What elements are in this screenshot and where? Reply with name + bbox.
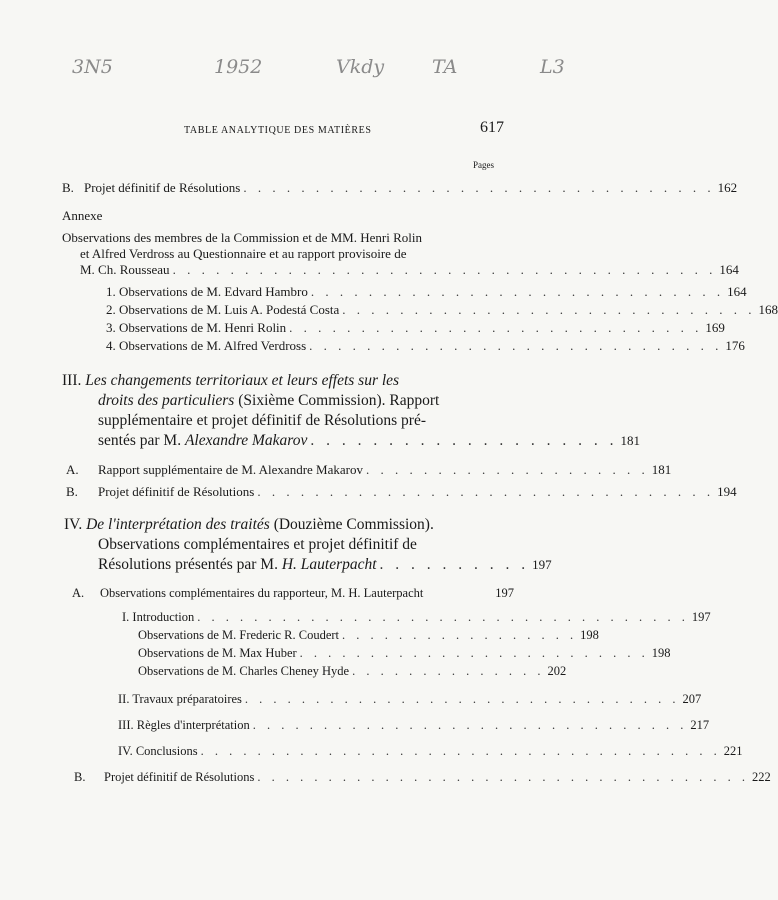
presenter-prefix: sentés par M. [98,432,185,449]
entry-label: A. [66,462,79,477]
entry-page: 217 [690,718,710,732]
annexe-intro-line-1: Observations des membres de la Commission et de MM. Henri Rolin [62,230,422,245]
dot-leader: . . . . . . . . . . . . . . . . . . . . . . . . . . . . . . . . . . . . . [200,744,721,758]
entry-label: B. [74,770,86,784]
entry-page: 197 [495,586,514,600]
section-iv-regles [118,718,710,733]
entry-text: I. Introduction [122,610,195,624]
entry-text: Observations de M. Frederic R. Coudert [138,628,340,642]
dot-leader: . . . . . . . . . . . . . . . . . . . . . . . . . [299,646,649,660]
entry-text: 2. Observations de M. Luis A. Podestá Costa [106,302,340,317]
handwritten-note-4: TA [432,56,458,78]
entry-page: 198 [580,628,599,642]
entry-page: 181 [651,462,672,477]
section-title-rest: (Douzième Commission). [269,516,434,533]
section-iii-line-3: supplémentaire et projet définitif de Résolutions pré- [98,412,426,429]
dot-leader: . . . . . . . . . . . . . . . . . . . . . . . . . . . . . . . . [257,484,715,499]
entry-text: IV. Conclusions [118,744,198,758]
entry-text: Observations complémentaires du rapporteur, M. H. Lauterpacht [100,586,424,600]
entry-page: 176 [725,338,745,353]
section-iv-conclusions [118,744,743,759]
section-iv-introduction [122,610,711,625]
presenter-name: H. Lauterpacht [281,556,377,573]
entry-text: Projet définitif de Résolutions [104,770,255,784]
handwritten-note-3: Vkdy [336,56,385,78]
entry-page: 197 [691,610,711,624]
presenter-name: Alexandre Makarov [184,432,308,449]
section-iv-line-3 [98,556,552,574]
entry-page: 207 [682,692,702,706]
dot-leader: . . . . . . . . . . . . . . . . . . . . . . . . . . . . . . . [252,718,688,732]
presenter-prefix: Résolutions présentés par M. [98,556,282,573]
annexe-item-3 [106,320,725,336]
dot-leader: . . . . . . . . . . . . . . . . . . . . . . . . . . . . . [309,338,723,353]
entry-text: Observations de M. Charles Cheney Hyde [138,664,350,678]
dot-leader: . . . . . . . . . . . . . . . . . . . . . . . . . . . . . . . [244,692,680,706]
section-numeral: III. [62,372,82,389]
dot-leader: . . . . . . . . . . . . . . . . . . . . . . . . . . . . . . . . . . . [257,770,749,784]
dot-leader: . . . . . . . . . . . . . . . . . [342,628,578,642]
observation-hyde [138,664,567,679]
dot-leader: . . . . . . . . . . . . . . . . . . . . [310,432,618,449]
handwritten-note-2: 1952 [214,56,263,78]
section-iv-entry-b [74,770,771,785]
section-iii-line-4 [98,432,640,450]
dot-leader: . . . . . . . . . . . . . . . . . . . . . . . . . . . . . [310,284,725,299]
entry-page: 169 [705,320,725,335]
pages-column-label: Pages [473,160,494,170]
observation-coudert [138,628,599,643]
entry-page: 181 [620,433,640,448]
entry-label: A. [72,586,85,600]
handwritten-note-1: 3N5 [72,56,113,78]
section-iii-entry-b [66,484,737,500]
dot-leader: . . . . . . . . . . . . . . . . . . . . [365,462,649,477]
entry-text: 3. Observations de M. Henri Rolin [106,320,287,335]
running-title: TABLE ANALYTIQUE DES MATIÈRES [184,125,372,136]
entry-text: M. Ch. Rousseau [80,262,170,277]
section-title-rest: (Sixième Commission). Rapport [234,392,440,409]
page-number: 617 [480,119,504,136]
section-iv-line-1 [64,516,434,534]
entry-text: Projet définitif de Résolutions [98,484,255,499]
dot-leader: . . . . . . . . . . . . . . . . . . . . . . . . . . . . . . . . . . . [197,610,689,624]
section-presenter [98,432,307,450]
entry-page: 221 [723,744,743,758]
annexe-intro-line-2: et Alfred Verdross au Questionnaire et au rapport provisoire de [80,246,407,261]
annexe-heading: Annexe [62,208,103,223]
annexe-item-4 [106,338,745,354]
entry-text: III. Règles d'interprétation [118,718,250,732]
section-title-italic: Les changements territoriaux et leurs effets sur les [85,372,400,389]
entry-text: 1. Observations de M. Edvard Hambro [106,284,308,299]
section-iii-entry-a [66,462,672,478]
dot-leader: . . . . . . . . . . [379,556,530,573]
entry-page: 168 [758,302,778,317]
section-iv-entry-a [72,586,514,601]
entry-page: 194 [717,484,737,499]
handwritten-note-5: L3 [540,56,565,78]
entry-text: II. Travaux préparatoires [118,692,242,706]
section-presenter [98,556,377,574]
toc-entry-b-projet [62,180,738,196]
section-iii-line-1 [62,372,399,390]
entry-page: 198 [651,646,671,660]
dot-leader: . . . . . . . . . . . . . . . . . . . . . . . . . . . . . . . . . . . . . . [172,262,717,277]
section-title-italic: droits des particuliers [98,392,235,409]
observation-huber [138,646,671,661]
entry-text: Rapport supplémentaire de M. Alexandre Makarov [98,462,363,477]
dot-leader: . . . . . . . . . . . . . . [352,664,545,678]
entry-text: 4. Observations de M. Alfred Verdross [106,338,307,353]
section-title-italic: De l'interprétation des traités [86,516,270,533]
annexe-intro-line-3 [80,262,739,278]
annexe-item-1 [106,284,747,300]
entry-page: 202 [547,664,567,678]
entry-page: 164 [727,284,747,299]
entry-text: Observations de M. Max Huber [138,646,297,660]
entry-label: B. [66,484,78,499]
section-iii-line-2 [98,392,439,410]
annexe-item-2 [106,302,778,318]
dot-leader: . . . . . . . . . . . . . . . . . . . . . . . . . . . . . [342,302,756,317]
entry-text: Projet définitif de Résolutions [84,180,241,195]
entry-page: 164 [719,262,739,277]
dot-leader: . . . . . . . . . . . . . . . . . . . . . . . . . . . . . . . . . [243,180,715,195]
entry-label: B. [62,180,74,195]
entry-page: 197 [532,557,552,572]
section-iv-travaux [118,692,702,707]
entry-page: 162 [717,180,738,195]
entry-page: 222 [751,770,771,784]
dot-leader: . . . . . . . . . . . . . . . . . . . . . . . . . . . . . [289,320,703,335]
section-iv-line-2: Observations complémentaires et projet définitif de [98,536,417,553]
section-numeral: IV. [64,516,83,533]
